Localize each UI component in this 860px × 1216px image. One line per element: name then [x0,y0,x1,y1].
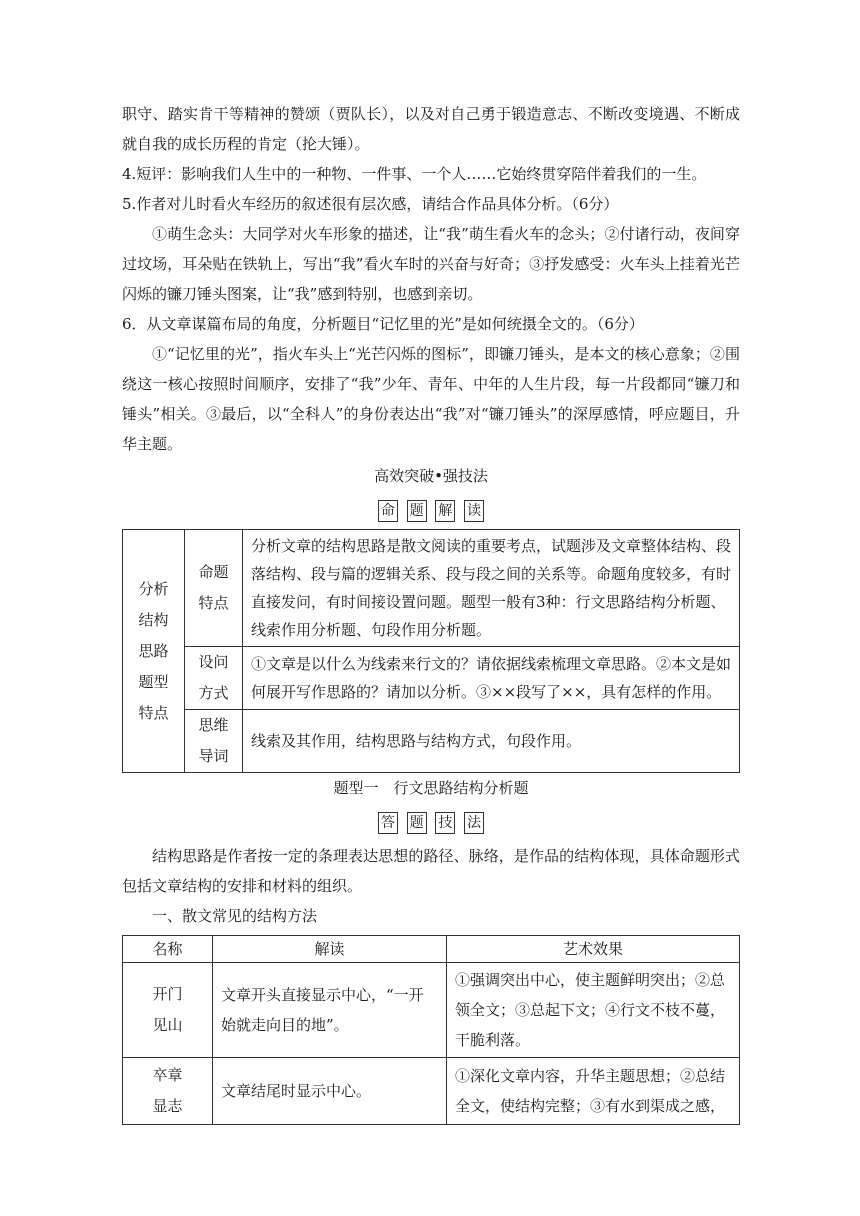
table-cell-text: 分析文章的结构思路是散文阅读的重要考点，试题涉及文章整体结构、段落结构、段与篇的逻辑关系、段与段之间的关系等。命题角度较多，有时直接发问，有时间接设置问题。题型一般有3种：行文思路结构分析题、线索作用分析题、句段作用分析题。 [243,530,740,647]
subsection-heading: 一、散文常见的结构方法 [152,907,318,925]
table-cell-effect: ①深化文章内容，升华主题思想；②总结全文，使结构完整；③有水到渠成之感， [447,1058,740,1125]
boxed-char: 法 [464,812,484,834]
question-5-answer: ①萌生念头：大同学对火车形象的描述，让“我”萌生看火车的念头；②付诸行动，夜间穿过坟场，耳朵贴在铁轨上，写出“我”看火车时的兴奋与好奇；③抒发感受：火车头上挂着光芒闪烁的镰刀锤头图案，让“我”感到特别，也感到亲切。 [122,225,740,303]
boxed-char: 解 [435,500,455,522]
table-row [123,530,740,647]
boxed-char: 答 [378,812,398,834]
boxed-char: 命 [378,500,398,522]
column-header: 解读 [213,936,447,963]
document-body [122,99,740,1125]
table-cell-name: 卒章 显志 [123,1058,213,1125]
table-cell-name: 开门 见山 [123,963,213,1058]
boxed-heading-mingti-jiedu [122,495,740,525]
table-row [123,710,740,773]
table-row-header: 分析 结构 思路 题型 特点 [123,530,185,773]
boxed-char: 题 [407,812,427,834]
structure-intro-paragraph: 结构思路是作者按一定的条理表达思想的路径、脉络，是作品的结构体现，具体命题形式包括文章结构的安排和材料的组织。 [122,847,740,895]
boxed-char: 题 [407,500,427,522]
type-title: 题型一 行文思路结构分析题 [333,779,529,797]
table-cell-text: 线索及其作用，结构思路与结构方式，句段作用。 [243,710,740,773]
table-cell-label: 设问 方式 [185,647,243,710]
column-header: 艺术效果 [447,936,740,963]
table-header-row [123,936,740,963]
section-title: 高效突破•强技法 [374,467,488,485]
question-6-answer: ①“记忆里的光”，指火车头上“光芒闪烁的图标”，即镰刀锤头，是本文的核心意象；②围绕这一核心按照时间顺序，安排了“我”少年、青年、中年的人生片段，每一片段都同“镰刀和锤头”相关。③最后，以“全科人”的身份表达出“我”对“镰刀锤头”的深厚感情，呼应题目，升华主题。 [122,345,740,453]
question-5: 5.作者对儿时看火车经历的叙述很有层次感，请结合作品具体分析。（6分） [122,195,619,213]
structure-methods-table [122,935,740,1125]
boxed-char: 读 [464,500,484,522]
table-cell-label: 思维 导词 [185,710,243,773]
table-cell-label: 命题 特点 [185,530,243,647]
table-row [123,963,740,1058]
table-cell-desc: 文章开头直接显示中心，“一开始就走向目的地”。 [213,963,447,1058]
table-cell-desc: 文章结尾时显示中心。 [213,1058,447,1125]
answer-paragraph-continued: 职守、踏实肯干等精神的赞颂（贾队长），以及对自己勇于锻造意志、不断改变境遇、不断成就自我的成长历程的肯定（抡大锤）。 [122,105,740,153]
question-analysis-table [122,529,740,773]
table-row [123,1058,740,1125]
table-row [123,647,740,710]
column-header: 名称 [123,936,213,963]
question-6: 6．从文章谋篇布局的角度，分析题目“记忆里的光”是如何统摄全文的。（6分） [122,315,644,333]
table-cell-effect: ①强调突出中心，使主题鲜明突出；②总领全文；③总起下文；④行文不枝不蔓，干脆利落。 [447,963,740,1058]
boxed-heading-dati-jifa [122,807,740,837]
table-cell-text: ①文章是以什么为线索来行文的？请依据线索梳理文章思路。②本文是如何展开写作思路的？请加以分析。③××段写了××，具有怎样的作用。 [243,647,740,710]
boxed-char: 技 [435,812,455,834]
question-4-answer: 4.短评：影响我们人生中的一种物、一件事、一个人……它始终贯穿陪伴着我们的一生。 [122,165,707,183]
